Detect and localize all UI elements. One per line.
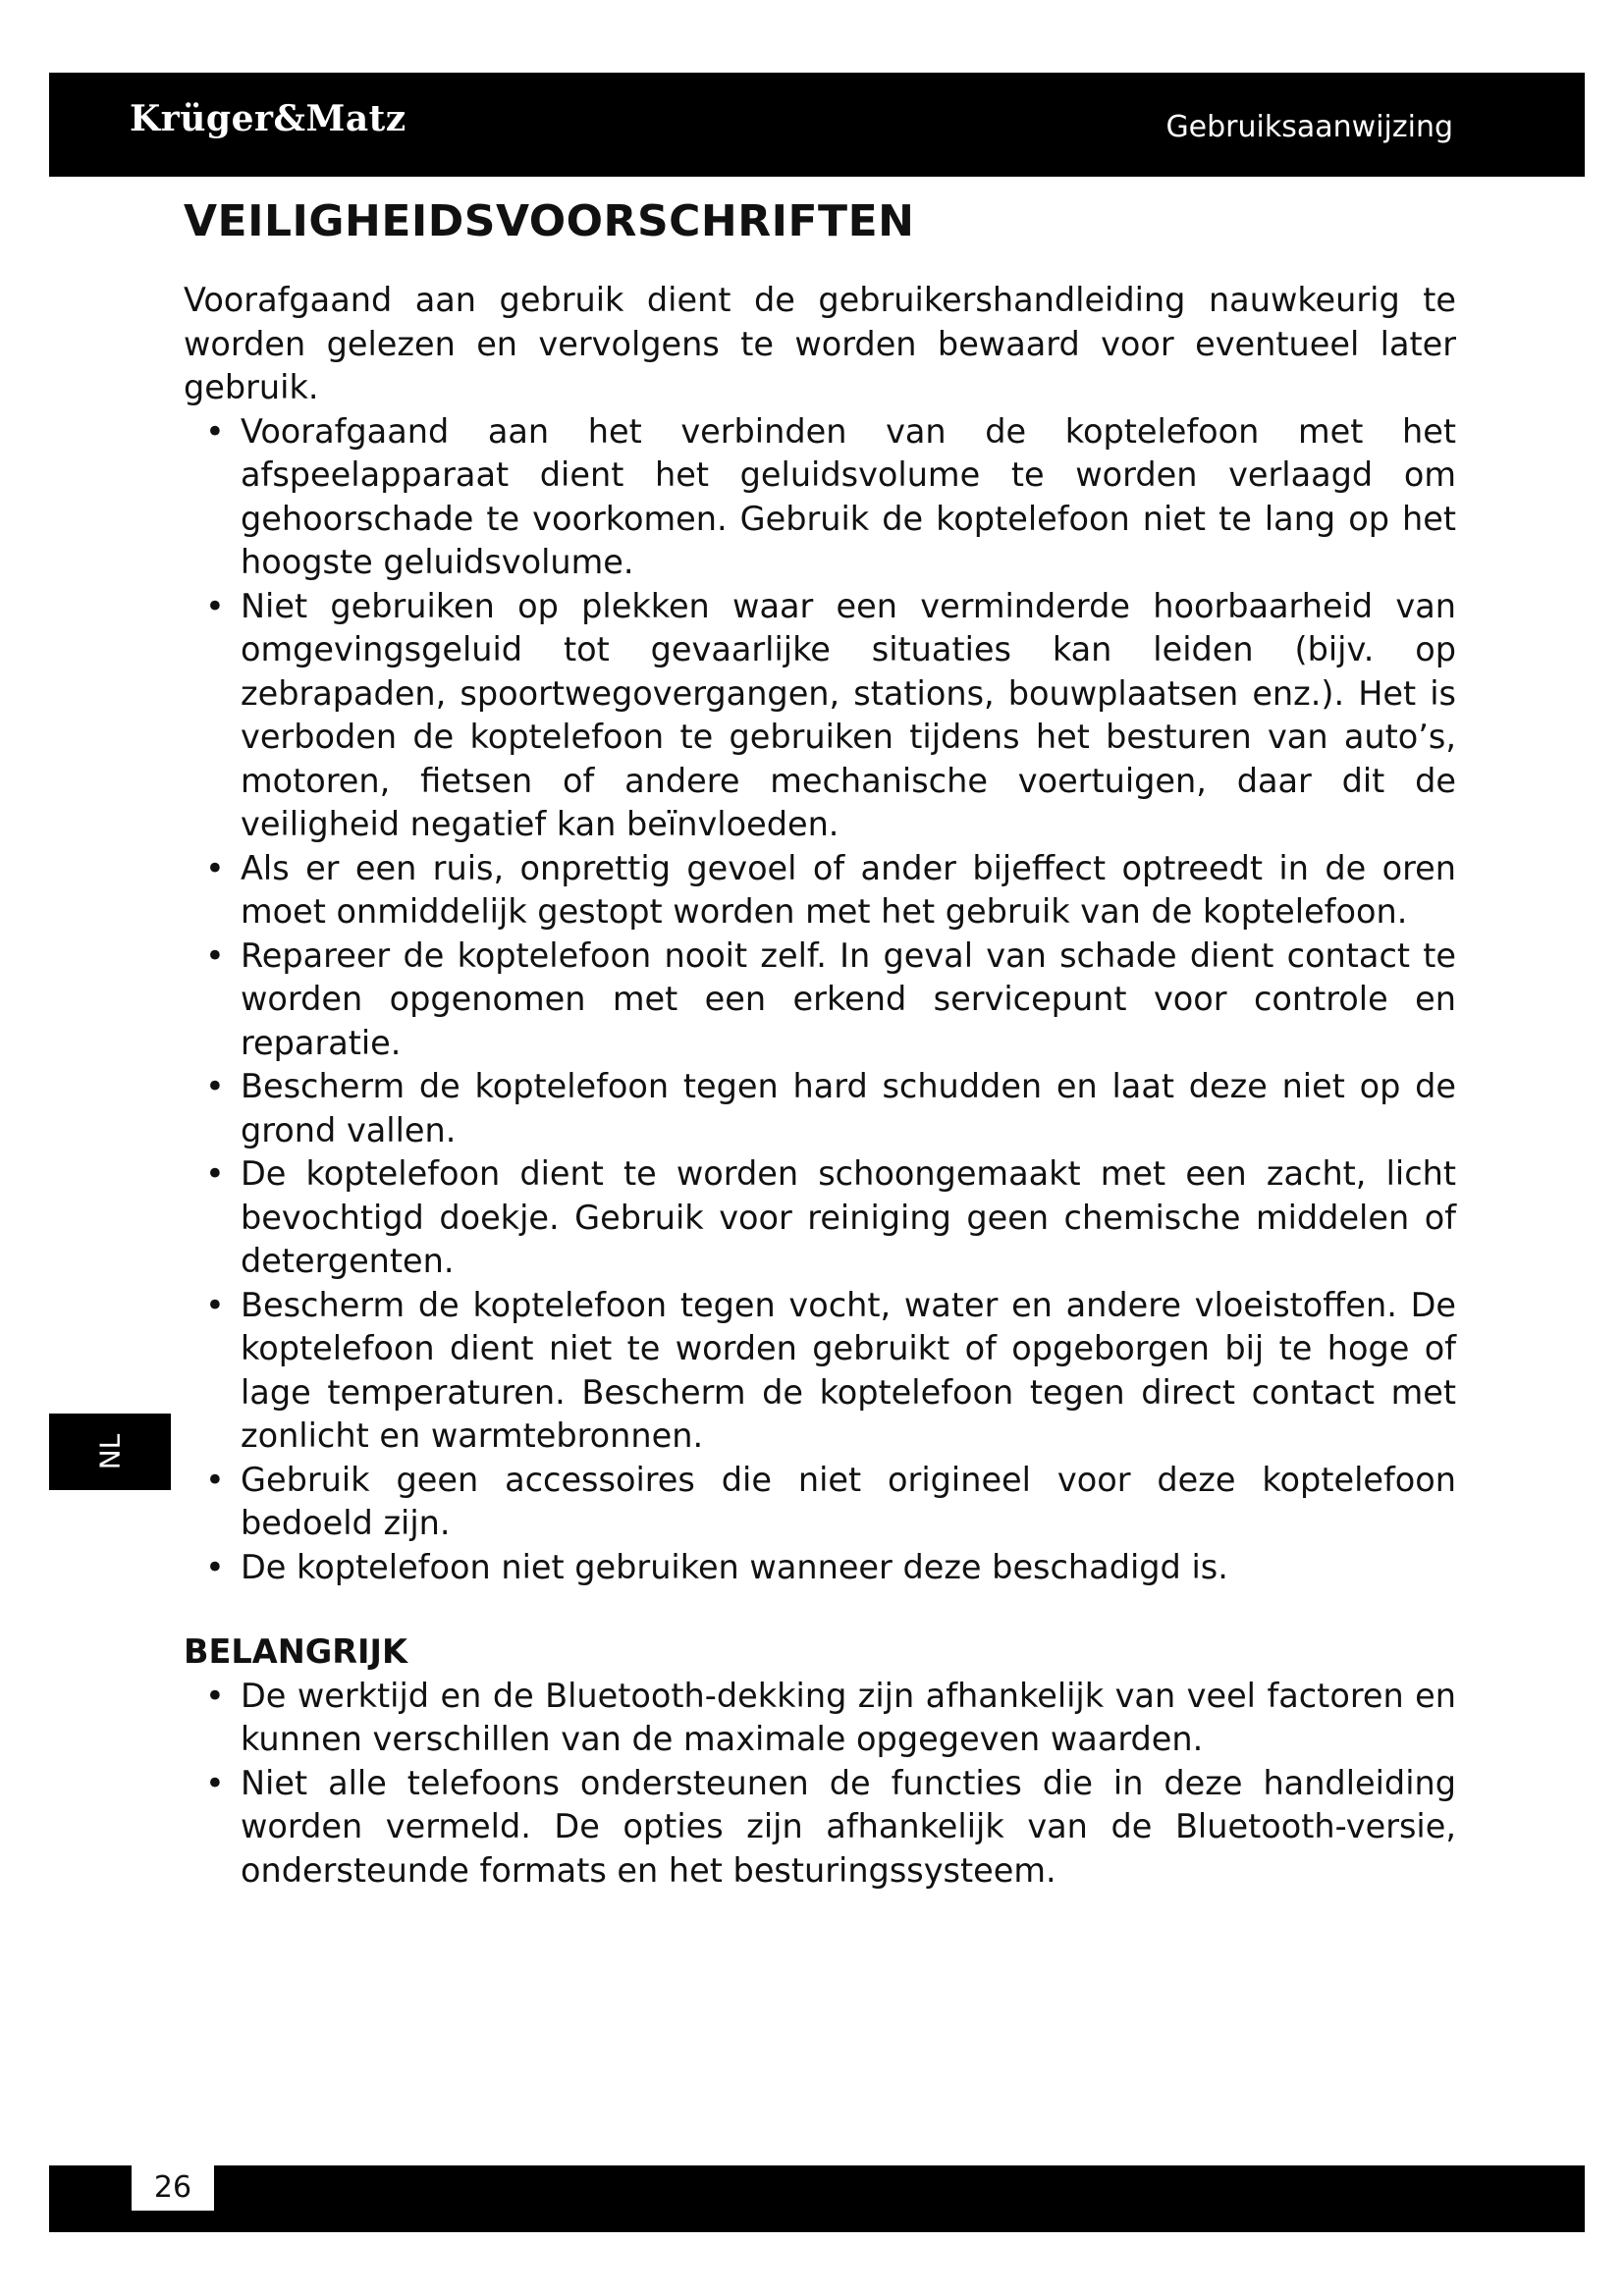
page-number: 26 xyxy=(153,2170,192,2205)
safety-list xyxy=(184,410,1456,1590)
page-number-box xyxy=(132,2165,214,2211)
header-bar xyxy=(49,73,1585,177)
list-item: • Bescherm de koptelefoon tegen vocht, water en andere vloeistoffen. De koptelefoon dient niet te worden gebruikt of opgeborgen bij te hoge of lage temperaturen. Bescherm de koptelefoon tegen direct contact met zonlicht en warmtebronnen. xyxy=(184,1284,1456,1459)
list-item: • Voorafgaand aan het verbinden van de koptelefoon met het afspeelapparaat dient het geluidsvolume te worden verlaagd om gehoorschade te voorkomen. Gebruik de koptelefoon niet te lang op het hoogste geluidsvolume. xyxy=(184,410,1456,585)
page-title: VEILIGHEIDSVOORSCHRIFTEN xyxy=(184,196,915,246)
list-item: • Niet alle telefoons ondersteunen de functies die in deze handleiding worden vermeld. De opties zijn afhankelijk van de Bluetooth-versie, ondersteunde formats en het besturingssysteem. xyxy=(184,1762,1456,1894)
language-tab xyxy=(49,1414,171,1490)
document-type: Gebruiksaanwijzing xyxy=(1165,110,1453,144)
list-item: • Repareer de koptelefoon nooit zelf. In geval van schade dient contact te worden opgenomen met een erkend servicepunt voor controle en reparatie. xyxy=(184,934,1456,1066)
footer-bar xyxy=(49,2165,1585,2232)
list-item: • De koptelefoon dient te worden schoongemaakt met een zacht, licht bevochtigd doekje. Gebruik voor reiniging geen chemische middelen of detergenten. xyxy=(184,1152,1456,1284)
important-heading: BELANGRIJK xyxy=(184,1632,407,1671)
important-list xyxy=(184,1675,1456,1894)
list-item: • Als er een ruis, onprettig gevoel of ander bijeffect optreedt in de oren moet onmiddelijk gestopt worden met het gebruik van de koptelefoon. xyxy=(184,847,1456,934)
list-item: • De koptelefoon niet gebruiken wanneer deze beschadigd is. xyxy=(184,1546,1456,1590)
list-item: • Gebruik geen accessoires die niet origineel voor deze koptelefoon bedoeld zijn. xyxy=(184,1459,1456,1546)
intro-paragraph: Voorafgaand aan gebruik dient de gebruikershandleiding nauwkeurig te worden gelezen en vervolgens te worden bewaard voor eventueel later gebruik. xyxy=(184,281,1456,406)
main-content xyxy=(184,192,1456,1893)
language-label: NL xyxy=(93,1433,127,1470)
list-item: • Niet gebruiken op plekken waar een verminderde hoorbaarheid van omgevingsgeluid tot gevaarlijke situaties kan leiden (bijv. op zebrapaden, spoortwegovergangen, stations, bouwplaatsen enz.). Het is verboden de koptelefoon te gebruiken tijdens het besturen van auto’s, motoren, fietsen of andere mechanische voertuigen, daar dit de veiligheid negatief kan beïnvloeden. xyxy=(184,585,1456,847)
brand-logo: Krüger&Matz xyxy=(130,98,406,139)
list-item: • De werktijd en de Bluetooth-dekking zijn afhankelijk van veel factoren en kunnen verschillen van de maximale opgegeven waarden. xyxy=(184,1675,1456,1762)
list-item: • Bescherm de koptelefoon tegen hard schudden en laat deze niet op de grond vallen. xyxy=(184,1065,1456,1152)
